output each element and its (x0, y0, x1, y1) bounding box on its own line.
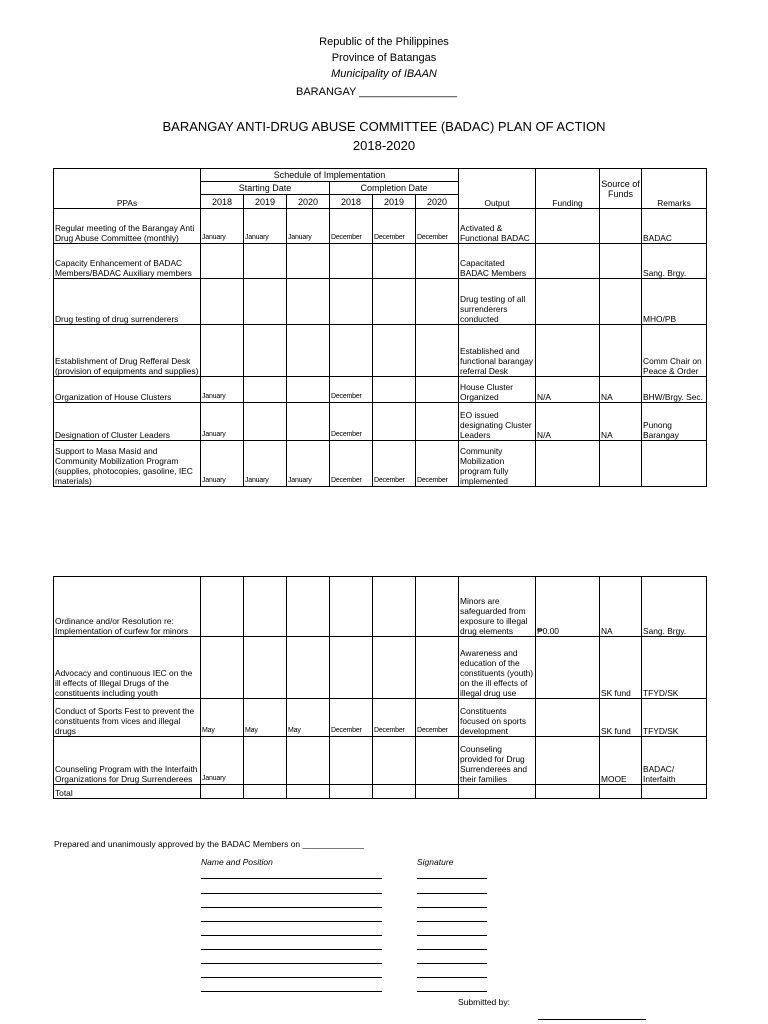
cell-s1: May (201, 699, 244, 737)
cell-ppa: Capacity Enhancement of BADAC Members/BADAC Auxiliary members (54, 244, 201, 279)
cell-s2 (244, 279, 287, 325)
cell-output: Capacitated BADAC Members (459, 244, 536, 279)
municipality-line: Municipality of IBAAN (331, 68, 437, 80)
cell-source: NA (600, 403, 642, 441)
cell-output: EO issued designating Cluster Leaders (459, 403, 536, 441)
province-line: Province of Batangas (331, 52, 437, 64)
year-header: 2018 (201, 195, 244, 209)
cell-output: Activated & Functional BADAC (459, 209, 536, 244)
cell-c2 (373, 279, 416, 325)
cell-source (600, 209, 642, 244)
cell-c1: December (330, 403, 373, 441)
cell-source (600, 279, 642, 325)
cell-s3: May (287, 699, 330, 737)
cell-c2 (373, 637, 416, 699)
signature-line (417, 991, 487, 992)
signature-line (417, 935, 487, 936)
header-starting-date: Starting Date (201, 182, 330, 195)
cell-funding (536, 637, 600, 699)
table2-body (54, 577, 707, 799)
year-header: 2020 (287, 195, 330, 209)
cell-c3 (416, 377, 459, 403)
cell-remarks: MHO/PB (642, 279, 707, 325)
cell-remarks: BADAC/ Interfaith (642, 737, 707, 785)
republic-line: Republic of the Philippines (319, 36, 449, 48)
cell-source (600, 785, 642, 799)
cell-s1: January (201, 403, 244, 441)
cell-s2 (244, 637, 287, 699)
cell-ppa: Designation of Cluster Leaders (54, 403, 201, 441)
cell-c2 (373, 244, 416, 279)
cell-remarks (642, 441, 707, 487)
cell-s1: January (201, 209, 244, 244)
cell-source (600, 244, 642, 279)
cell-ppa: Organization of House Clusters (54, 377, 201, 403)
cell-s3 (287, 737, 330, 785)
cell-funding (536, 737, 600, 785)
cell-s1: January (201, 377, 244, 403)
cell-s2 (244, 325, 287, 377)
cell-c3: December (416, 441, 459, 487)
cell-s2 (244, 377, 287, 403)
cell-s2: January (244, 441, 287, 487)
cell-c3: December (416, 209, 459, 244)
cell-remarks: BADAC (642, 209, 707, 244)
cell-funding (536, 325, 600, 377)
cell-c1 (330, 244, 373, 279)
header-completion-date: Completion Date (330, 182, 459, 195)
table-row (54, 244, 707, 279)
cell-c1: December (330, 209, 373, 244)
title-years: 2018-2020 (352, 138, 416, 153)
cell-output (459, 785, 536, 799)
cell-output: Established and functional barangay referral Desk (459, 325, 536, 377)
cell-c3: December (416, 699, 459, 737)
cell-s3 (287, 637, 330, 699)
cell-remarks: Comm Chair on Peace & Order (642, 325, 707, 377)
cell-source: SK fund (600, 699, 642, 737)
name-position-line (201, 963, 382, 964)
approval-statement: Prepared and unanimously approved by the BADAC Members on _____________ (54, 839, 364, 849)
name-position-line (201, 907, 382, 908)
cell-c3 (416, 279, 459, 325)
signature-line (417, 963, 487, 964)
cell-source (600, 441, 642, 487)
cell-output: Constituents focused on sports development (459, 699, 536, 737)
cell-output: Counseling provided for Drug Surrenderees and their families (459, 737, 536, 785)
cell-ppa: Advocacy and continuous IEC on the ill effects of Illegal Drugs of the constituents including youth (54, 637, 201, 699)
cell-s3: January (287, 441, 330, 487)
cell-remarks: Sang. Brgy. (642, 244, 707, 279)
cell-ppa: Ordinance and/or Resolution re: Implementation of curfew for minors (54, 577, 201, 637)
table-row (54, 699, 707, 737)
table-row (54, 577, 707, 637)
submitted-by-line (538, 1019, 646, 1020)
plan-table-part1 (53, 168, 707, 487)
cell-ppa: Conduct of Sports Fest to prevent the constituents from vices and illegal drugs (54, 699, 201, 737)
table-row (54, 737, 707, 785)
header-schedule: Schedule of Implementation (201, 169, 459, 182)
cell-s2: May (244, 699, 287, 737)
cell-funding (536, 244, 600, 279)
cell-s2 (244, 737, 287, 785)
cell-c1 (330, 325, 373, 377)
cell-s3 (287, 577, 330, 637)
year-header: 2018 (330, 195, 373, 209)
name-position-line (201, 991, 382, 992)
document-title (0, 117, 768, 155)
cell-c1 (330, 785, 373, 799)
cell-s3 (287, 377, 330, 403)
cell-funding (536, 279, 600, 325)
cell-s1: January (201, 441, 244, 487)
cell-c1: December (330, 441, 373, 487)
cell-s3 (287, 279, 330, 325)
header-ppas: PPAs (54, 169, 201, 209)
cell-remarks: TFYD/SK (642, 699, 707, 737)
document-header (0, 34, 768, 82)
header-source-funds: Source of Funds (600, 169, 642, 209)
cell-c1: December (330, 377, 373, 403)
cell-funding: ₱0.00 (536, 577, 600, 637)
header-funding: Funding (536, 169, 600, 209)
cell-c2 (373, 403, 416, 441)
plan-table-part2 (53, 576, 707, 799)
table-row (54, 325, 707, 377)
cell-ppa: Establishment of Drug Refferal Desk (provision of equipments and supplies) (54, 325, 201, 377)
cell-s2 (244, 785, 287, 799)
name-position-line (201, 893, 382, 894)
name-position-line (201, 878, 382, 879)
signature-label: Signature (417, 857, 454, 867)
cell-s2 (244, 244, 287, 279)
cell-remarks: Punong Barangay (642, 403, 707, 441)
cell-s1 (201, 637, 244, 699)
cell-c1: December (330, 699, 373, 737)
cell-c1 (330, 279, 373, 325)
cell-ppa: Drug testing of drug surrenderers (54, 279, 201, 325)
cell-s1 (201, 325, 244, 377)
cell-c3 (416, 637, 459, 699)
name-position-line (201, 921, 382, 922)
table-row (54, 403, 707, 441)
cell-ppa: Regular meeting of the Barangay Anti Drug Abuse Committee (monthly) (54, 209, 201, 244)
cell-s1 (201, 244, 244, 279)
cell-source: NA (600, 577, 642, 637)
cell-s1 (201, 577, 244, 637)
cell-remarks (642, 785, 707, 799)
submitted-by-label: Submitted by: (458, 997, 510, 1007)
cell-funding (536, 209, 600, 244)
signature-line (417, 893, 487, 894)
title-line: BARANGAY ANTI-DRUG ABUSE COMMITTEE (BADAC) PLAN OF ACTION (162, 119, 606, 134)
cell-s3 (287, 244, 330, 279)
year-header: 2019 (244, 195, 287, 209)
cell-output: Minors are safeguarded from exposure to illegal drug elements (459, 577, 536, 637)
cell-source: SK fund (600, 637, 642, 699)
cell-funding (536, 699, 600, 737)
cell-c3 (416, 325, 459, 377)
cell-ppa: Support to Masa Masid and Community Mobilization Program (supplies, photocopies, gasoline, IEC materials) (54, 441, 201, 487)
signature-line (417, 977, 487, 978)
cell-s1 (201, 785, 244, 799)
cell-funding: N/A (536, 403, 600, 441)
cell-output: Awareness and education of the constituents (youth) on the ill effects of illegal drug use (459, 637, 536, 699)
cell-c3 (416, 737, 459, 785)
cell-output: Community Mobilization program fully implemented (459, 441, 536, 487)
cell-funding (536, 441, 600, 487)
name-position-line (201, 949, 382, 950)
cell-c2 (373, 737, 416, 785)
cell-c1 (330, 637, 373, 699)
signature-line (417, 949, 487, 950)
table-row (54, 637, 707, 699)
cell-s3 (287, 403, 330, 441)
cell-remarks: TFYD/SK (642, 637, 707, 699)
cell-source: NA (600, 377, 642, 403)
cell-s2 (244, 577, 287, 637)
cell-s3 (287, 785, 330, 799)
cell-s3 (287, 325, 330, 377)
table-row (54, 209, 707, 244)
table-row (54, 785, 707, 799)
cell-c2 (373, 377, 416, 403)
cell-c2 (373, 785, 416, 799)
cell-c3 (416, 577, 459, 637)
cell-c2: December (373, 209, 416, 244)
cell-c3 (416, 244, 459, 279)
cell-c1 (330, 737, 373, 785)
signature-line (417, 907, 487, 908)
year-header: 2020 (416, 195, 459, 209)
cell-s1: January (201, 737, 244, 785)
year-header: 2019 (373, 195, 416, 209)
name-position-line (201, 977, 382, 978)
table-row (54, 377, 707, 403)
cell-remarks: BHW/Brgy. Sec. (642, 377, 707, 403)
cell-output: House Cluster Organized (459, 377, 536, 403)
cell-c2 (373, 577, 416, 637)
table-row (54, 441, 707, 487)
cell-funding (536, 785, 600, 799)
cell-s3: January (287, 209, 330, 244)
cell-c2 (373, 325, 416, 377)
name-position-line (201, 935, 382, 936)
cell-c2: December (373, 441, 416, 487)
cell-remarks: Sang. Brgy. (642, 577, 707, 637)
cell-s2: January (244, 209, 287, 244)
cell-c2: December (373, 699, 416, 737)
cell-c3 (416, 785, 459, 799)
cell-s1 (201, 279, 244, 325)
header-remarks: Remarks (642, 169, 707, 209)
cell-source: MOOE (600, 737, 642, 785)
cell-source (600, 325, 642, 377)
name-position-label: Name and Position (201, 857, 273, 867)
cell-c1 (330, 577, 373, 637)
table-row (54, 279, 707, 325)
cell-output: Drug testing of all surrenderers conducted (459, 279, 536, 325)
table1-body (54, 209, 707, 487)
cell-ppa: Total (54, 785, 201, 799)
header-output: Output (459, 169, 536, 209)
signature-line (417, 878, 487, 879)
cell-s2 (244, 403, 287, 441)
cell-ppa: Counseling Program with the Interfaith Organizations for Drug Surrenderees (54, 737, 201, 785)
cell-funding: N/A (536, 377, 600, 403)
cell-c3 (416, 403, 459, 441)
signature-line (417, 921, 487, 922)
barangay-line: BARANGAY ________________ (296, 86, 458, 98)
